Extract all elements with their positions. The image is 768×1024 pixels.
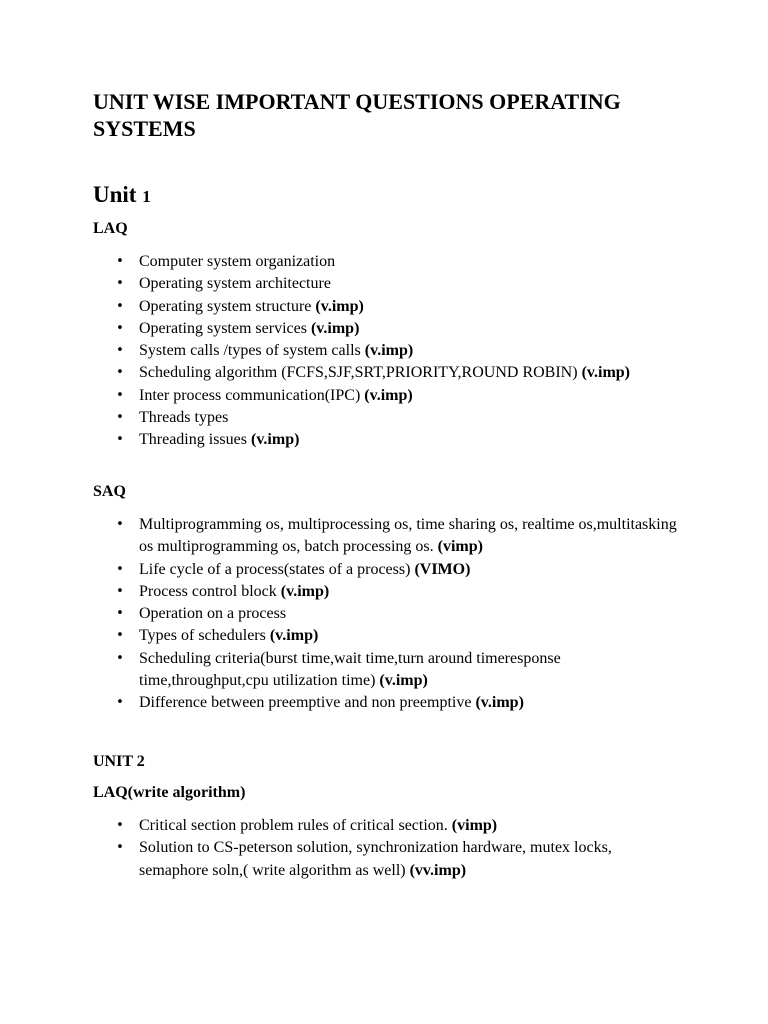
unit-1-heading (93, 181, 151, 211)
list-item (93, 603, 683, 625)
question-text: Threading issues (139, 431, 251, 449)
bullet-icon: • (116, 432, 124, 448)
question-text: Solution to CS-peterson solution, synchronization hardware, mutex locks, semaphore soln,( write algorithm as well) (139, 839, 612, 879)
question-text: Critical section problem rules of critical section. (139, 817, 452, 834)
importance-tag: (v.imp) (315, 297, 364, 315)
importance-tag: (vv.imp) (409, 861, 467, 879)
importance-tag: (v.imp) (280, 582, 330, 600)
question-text: Operating system services (139, 319, 311, 337)
list-item (93, 625, 683, 647)
list-item (93, 648, 683, 693)
importance-tag: (vimp) (451, 817, 498, 834)
list-item (93, 362, 683, 384)
bullet-icon: • (116, 695, 124, 711)
bullet-icon: • (116, 387, 124, 403)
bullet-icon: • (116, 276, 124, 292)
unit-1-laq-label: LAQ (93, 220, 128, 237)
unit-1-saq-list (93, 514, 683, 715)
document-title: UNIT WISE IMPORTANT QUESTIONS OPERATING SYSTEMS (93, 89, 621, 141)
bullet-icon: • (116, 298, 124, 314)
list-item (93, 692, 683, 714)
list-item (93, 318, 683, 340)
importance-tag: (VIMO) (414, 560, 471, 578)
question-text: Multiprogramming os, multiprocessing os, time sharing os, realtime os,multitasking os multiprogramming os, batch processing os. (139, 516, 677, 556)
bullet-icon: • (116, 410, 124, 426)
importance-tag: (v.imp) (364, 386, 413, 404)
bullet-icon: • (116, 254, 124, 269)
list-item (93, 385, 683, 407)
bullet-icon: • (116, 343, 124, 359)
bullet-icon: • (116, 650, 124, 666)
bullet-icon: • (116, 628, 124, 644)
unit-1-saq-label: SAQ (93, 483, 126, 500)
importance-tag: (vimp) (437, 538, 483, 556)
bullet-icon: • (116, 606, 124, 622)
list-item (93, 514, 683, 559)
question-text: Types of schedulers (139, 627, 270, 645)
question-text: Threads types (139, 409, 229, 427)
importance-tag: (v.imp) (379, 672, 428, 690)
question-text: System calls /types of system calls (139, 342, 365, 360)
bullet-icon: • (116, 583, 124, 599)
question-text: Scheduling criteria(burst time,wait time,turn around timeresponse time,throughput,cpu utilization time) (139, 649, 561, 690)
question-text: Life cycle of a process(states of a process) (139, 560, 415, 578)
list-item (93, 273, 683, 295)
unit-2-laq-label: LAQ(write algorithm) (93, 784, 246, 801)
list-item (93, 296, 683, 318)
bullet-icon: • (116, 840, 124, 856)
unit-1-heading-number: 1 (142, 187, 151, 206)
list-item (93, 407, 683, 429)
question-text: Computer system organization (139, 253, 336, 270)
list-item (93, 837, 683, 882)
bullet-icon: • (116, 320, 124, 336)
importance-tag: (v.imp) (269, 627, 319, 645)
question-text: Process control block (139, 582, 281, 600)
unit-1-laq-list (93, 251, 683, 452)
bullet-icon: • (116, 561, 124, 577)
unit-1-heading-word: Unit (93, 182, 137, 207)
question-text: Operating system structure (139, 297, 316, 315)
question-text: Operation on a process (139, 605, 287, 623)
bullet-icon: • (116, 818, 124, 833)
question-text: Inter process communication(IPC) (139, 386, 365, 404)
list-item (93, 340, 683, 362)
bullet-icon: • (116, 365, 124, 381)
list-item (93, 581, 683, 603)
list-item (93, 251, 683, 273)
unit-2-laq-list (93, 815, 683, 882)
importance-tag: (v.imp) (250, 431, 300, 449)
question-text: Difference between preemptive and non preemptive (139, 694, 476, 712)
importance-tag: (v.imp) (310, 319, 360, 337)
question-text: Scheduling algorithm (FCFS,SJF,SRT,PRIORITY,ROUND ROBIN) (139, 364, 582, 382)
importance-tag: (v.imp) (475, 694, 524, 712)
bullet-icon: • (116, 517, 124, 532)
unit-2-heading: UNIT 2 (93, 753, 145, 770)
importance-tag: (v.imp) (581, 364, 631, 382)
list-item (93, 429, 683, 451)
list-item (93, 559, 683, 581)
importance-tag: (v.imp) (364, 342, 414, 360)
question-text: Operating system architecture (139, 275, 331, 293)
list-item (93, 815, 683, 837)
